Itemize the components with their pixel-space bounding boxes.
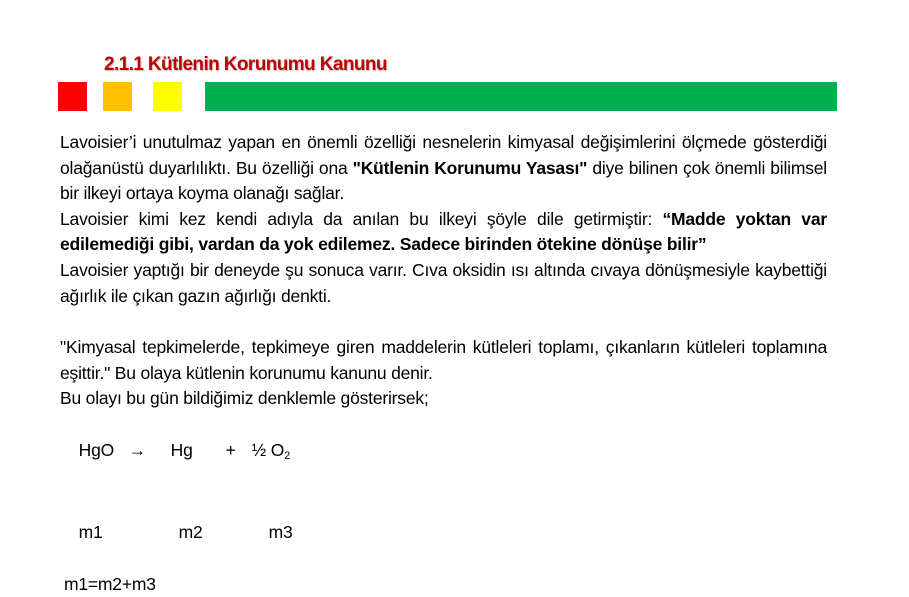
paragraph-2-text: Lavoisier kimi kez kendi adıyla da anılan bu ilkeyi şöyle dile getirmiştir:: [60, 209, 662, 229]
conservation-formula: m1=m2+m3: [60, 572, 827, 597]
paragraph-5: Bu olayı bu gün bildiğimiz denklemle gösterirsek;: [60, 386, 827, 412]
paragraph-1-text-end: diye bilinen çok önemli bilimsel bir ilkeyi ortaya koyma olanağı sağlar.: [60, 158, 827, 204]
paragraph-1-text: Lavoisier’i unutulmaz yapan en önemli özelliği nesnelerin kimyasal değişimlerini ölçmede gösterdiği olağanüstü duyarlılıktı. Bu özelliği ona: [60, 132, 827, 178]
arrow: →: [129, 438, 171, 464]
section-title: 2.1.1 Kütlenin Korunumu Kanunu: [104, 54, 387, 76]
orange-square: [103, 82, 132, 111]
product-2: [252, 438, 290, 470]
mass-2: m2: [179, 520, 269, 546]
red-square: [58, 82, 87, 111]
mass-line: [60, 495, 827, 572]
equation-line: [60, 412, 827, 495]
green-bar: [205, 82, 837, 111]
paragraph-4: "Kimyasal tepkimelerde, tepkimeye giren maddelerin kütleleri toplamı, çıkanların kütleleri toplamına eşittir." Bu olaya kütlenin korunumu kanunu denir.: [60, 335, 827, 386]
lavoisier-quote: “Madde yoktan var edilemediği gibi, vardan da yok edilemez. Sadece birinden ötekine dönüşe bilir”: [60, 209, 827, 255]
yellow-square: [153, 82, 182, 111]
law-name: "Kütlenin Korunumu Yasası": [353, 158, 588, 178]
mass-1: m1: [79, 520, 179, 546]
product-1: Hg: [171, 438, 226, 464]
paragraph-3: Lavoisier yaptığı bir deneyde şu sonuca varır. Cıva oksidin ısı altında cıvaya dönüşmesiyle kaybettiği ağırlık ile çıkan gazın ağırlığı denkti.: [60, 258, 827, 309]
paragraph-2: [60, 207, 827, 258]
spacer: [60, 309, 827, 335]
reactant: HgO: [79, 438, 129, 464]
product-2-coefficient: ½ O: [252, 438, 284, 464]
plus-sign: +: [226, 438, 252, 464]
paragraph-1: [60, 130, 827, 207]
product-2-subscript: 2: [284, 450, 290, 462]
content-body: [60, 130, 827, 597]
mass-3: m3: [269, 520, 293, 546]
